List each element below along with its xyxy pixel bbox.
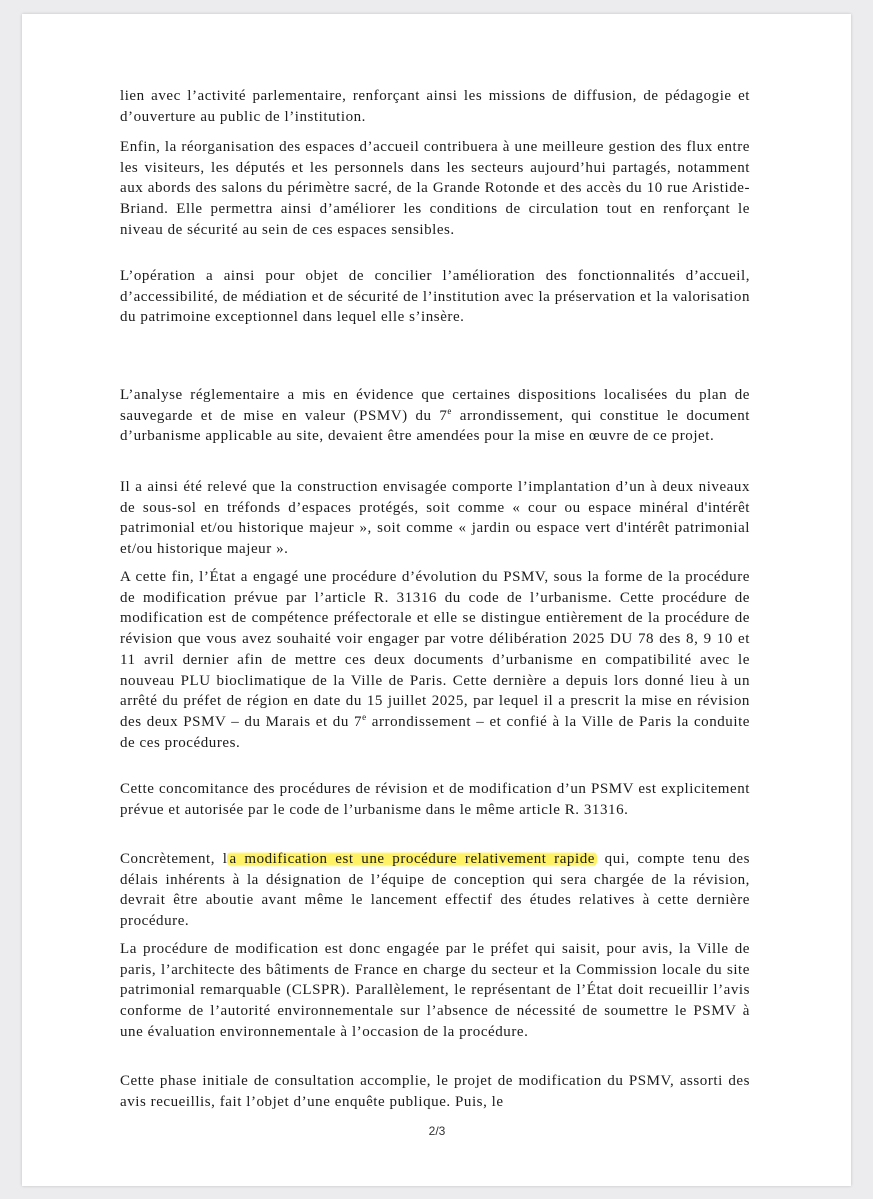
ordinal-superscript: e — [362, 711, 367, 722]
highlighted-text: a modification est une procédure relativement rapide — [229, 851, 595, 867]
page-number: 2/3 — [428, 1124, 446, 1138]
paragraph-4 — [120, 385, 750, 447]
paragraph-6 — [120, 567, 750, 753]
paragraph-2: Enfin, la réorganisation des espaces d’accueil contribuera à une meilleure gestion des flux entre les visiteurs, les députés et les personnels dans les secteurs aujourd’hui partagés, notamment aux abords des salons du périmètre sacré, de la Grande Rotonde et des accès du 10 rue Aristide-Briand. Elle permettra ainsi d’améliorer les conditions de circulation tout en renforçant le niveau de sécurité au sein de ces espaces sensibles. — [120, 139, 750, 238]
paragraph-8 — [120, 849, 750, 932]
document-page — [22, 14, 851, 1186]
paragraph-6-part-2: arrondissement – et confié à la Ville de Paris la conduite de ces procédures. — [120, 713, 750, 751]
paragraph-7: Cette concomitance des procédures de révision et de modification d’un PSMV est explicitement prévue et autorisée par le code de l’urbanisme dans le même article R. 31316. — [120, 781, 750, 818]
paragraph-8-part-2: qui, compte tenu des délais inhérents à la désignation de l’équipe de conception qui sera chargée de la révision, devrait être aboutie avant même le lancement effectif des études relatives à cette dernière procédure. — [120, 851, 750, 930]
paragraph-4-part-2: arrondissement, qui constitue le document d’urbanisme applicable au site, devaient être amendées pour la mise en œuvre de ce projet. — [120, 407, 750, 445]
ordinal-superscript: e — [447, 405, 452, 416]
paragraph-6-part-1: A cette fin, l’État a engagé une procédure d’évolution du PSMV, sous la forme de la procédure de modification prévue par l’article R. 31316 du code de l’urbanisme. Cette procédure de modification est de compétence préfectorale et elle se distingue entièrement de la procédure de révision que vous avez souhaité voir engager par votre délibération 2025 DU 78 des 8, 9 10 et 11 avril dernier afin de mettre ces deux documents d’urbanisme en compatibilité avec le nouveau PLU bioclimatique de la Ville de Paris. Cette dernière a depuis lors donné lieu à un arrêté du préfet de région en date du 15 juillet 2025, par lequel il a prescrit la mise en révision des deux PSMV – du Marais et du 7 — [120, 569, 750, 730]
paragraph-4-part-1: L’analyse réglementaire a mis en évidence que certaines dispositions localisées du plan de sauvegarde et de mise en valeur (PSMV) du 7 — [120, 387, 750, 424]
paragraph-5: Il a ainsi été relevé que la construction envisagée comporte l’implantation d’un à deux niveaux de sous-sol en tréfonds d’espaces protégés, soit comme « cour ou espace minéral d'intérêt patrimonial et/ou historique majeur », soit comme « jardin ou espace vert d'intérêt patrimonial et/ou historique majeur ». — [120, 479, 750, 558]
paragraph-8-part-1: Concrètement, l — [120, 851, 228, 867]
paragraph-9: La procédure de modification est donc engagée par le préfet qui saisit, pour avis, la Ville de paris, l’architecte des bâtiments de France en charge du secteur et la Commission locale du site patrimonial remarquable (CLSPR). Parallèlement, le représentant de l’État doit recueillir l’avis conforme de l’autorité environnementale sur l’absence de nécessité de soumettre le PSMV à une évaluation environnementale à l’occasion de la procédure. — [120, 941, 750, 1040]
paragraph-1: lien avec l’activité parlementaire, renforçant ainsi les missions de diffusion, de pédagogie et d’ouverture au public de l’institution. — [120, 88, 750, 125]
paragraph-3: L’opération a ainsi pour objet de concilier l’amélioration des fonctionnalités d’accueil, d’accessibilité, de médiation et de sécurité de l’institution avec la préservation et la valorisation du patrimoine exceptionnel dans lequel elle s’insère. — [120, 268, 750, 326]
paragraph-10: Cette phase initiale de consultation accomplie, le projet de modification du PSMV, assorti des avis recueillis, fait l’objet d’une enquête publique. Puis, le — [120, 1073, 750, 1110]
